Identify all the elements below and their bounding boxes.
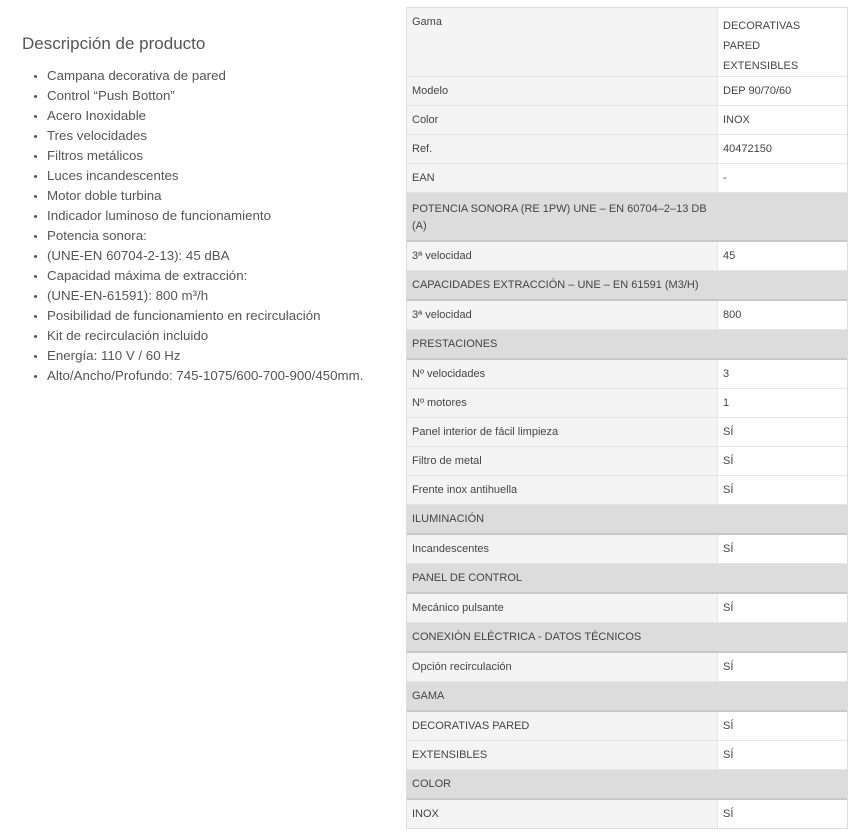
- spec-row-panel-interior: [407, 418, 847, 447]
- spec-row-gama: [407, 8, 847, 77]
- section-header-label: GAMA: [407, 682, 847, 710]
- spec-row-filtro-metal: [407, 447, 847, 476]
- section-header-panel-control: [407, 564, 847, 594]
- feature-item: • Tres velocidades: [47, 126, 397, 146]
- spec-value-line: EXTENSIBLES: [723, 60, 799, 72]
- spec-label: Frente inox antihuella: [407, 476, 718, 504]
- section-header-capacidades: [407, 271, 847, 301]
- section-header-label: PANEL DE CONTROL: [407, 564, 847, 592]
- spec-row-potencia-velocidad: [407, 242, 847, 271]
- section-header-potencia: [407, 193, 847, 242]
- spec-row-capacidad-velocidad: [407, 301, 847, 330]
- spec-row-decorativas: [407, 712, 847, 741]
- spec-label: Nº motores: [407, 389, 718, 417]
- product-description: [22, 33, 397, 386]
- spec-value-line: PARED: [723, 40, 761, 52]
- section-header-prestaciones: [407, 330, 847, 360]
- spec-value: -: [718, 164, 847, 192]
- feature-item: • Posibilidad de funcionamiento en recirculación: [47, 306, 397, 326]
- feature-item: • Filtros metálicos: [47, 146, 397, 166]
- spec-label: Gama: [407, 8, 718, 76]
- feature-item: • Motor doble turbina: [47, 186, 397, 206]
- spec-value: 45: [718, 242, 847, 270]
- spec-label: Mecánico pulsante: [407, 594, 718, 622]
- spec-value: SÍ: [718, 594, 847, 622]
- spec-label: Panel interior de fácil limpieza: [407, 418, 718, 446]
- feature-item: • Capacidad máxima de extracción:: [47, 266, 397, 286]
- section-header-gama: [407, 682, 847, 712]
- spec-row-recirculacion: [407, 653, 847, 682]
- feature-item: • Luces incandescentes: [47, 166, 397, 186]
- feature-item: • Acero Inoxidable: [47, 106, 397, 126]
- feature-list: [22, 66, 397, 386]
- spec-row-color: [407, 106, 847, 135]
- feature-item: • Campana decorativa de pared: [47, 66, 397, 86]
- spec-value: SÍ: [718, 418, 847, 446]
- section-header-label: PRESTACIONES: [407, 330, 847, 358]
- spec-value-line: DECORATIVAS: [723, 20, 801, 32]
- spec-label: EAN: [407, 164, 718, 192]
- spec-value: 800: [718, 301, 847, 329]
- spec-value: INOX: [718, 106, 847, 134]
- spec-value: SÍ: [718, 712, 847, 740]
- section-header-label: ILUMINACIÓN: [407, 505, 847, 533]
- section-header-label: CONEXIÓN ELÉCTRICA - DATOS TÉCNICOS: [407, 623, 847, 651]
- feature-item: • Alto/Ancho/Profundo: 745-1075/600-700-900/450mm.: [47, 366, 397, 386]
- spec-value: SÍ: [718, 653, 847, 681]
- spec-label: DECORATIVAS PARED: [407, 712, 718, 740]
- section-header-label: POTENCIA SONORA (RE 1PW) UNE – EN 60704–2–13 DB (A): [407, 193, 718, 240]
- spec-value: SÍ: [718, 741, 847, 769]
- spec-label: 3ª velocidad: [407, 301, 718, 329]
- spec-label: Incandescentes: [407, 535, 718, 563]
- feature-item: • Indicador luminoso de funcionamiento: [47, 206, 397, 226]
- feature-item: • Energía: 110 V / 60 Hz: [47, 346, 397, 366]
- spec-value: 40472150: [718, 135, 847, 163]
- spec-table: [406, 7, 848, 829]
- feature-item: • (UNE-EN-61591): 800 m³/h: [47, 286, 397, 306]
- spec-value: SÍ: [718, 535, 847, 563]
- spec-value: [718, 8, 847, 76]
- spec-label: INOX: [407, 800, 718, 828]
- spec-value: 3: [718, 360, 847, 388]
- spec-row-incandescentes: [407, 535, 847, 564]
- spec-row-velocidades: [407, 360, 847, 389]
- spec-label: Modelo: [407, 77, 718, 105]
- spec-label: Ref.: [407, 135, 718, 163]
- spec-row-inox: [407, 800, 847, 828]
- spec-row-frente-inox: [407, 476, 847, 505]
- spec-value: 1: [718, 389, 847, 417]
- section-header-label: CAPACIDADES EXTRACCIÓN – UNE – EN 61591 (M3/H): [407, 271, 847, 299]
- spec-label: Filtro de metal: [407, 447, 718, 475]
- feature-item: • (UNE-EN 60704-2-13): 45 dBA: [47, 246, 397, 266]
- spec-value: DEP 90/70/60: [718, 77, 847, 105]
- feature-item: • Control “Push Botton”: [47, 86, 397, 106]
- section-header-label: COLOR: [407, 770, 847, 798]
- section-header-iluminacion: [407, 505, 847, 535]
- spec-row-ref: [407, 135, 847, 164]
- spec-row-motores: [407, 389, 847, 418]
- feature-item: • Kit de recirculación incluido: [47, 326, 397, 346]
- section-header-conexion: [407, 623, 847, 653]
- spec-row-modelo: [407, 77, 847, 106]
- feature-item: • Potencia sonora:: [47, 226, 397, 246]
- spec-label: Opción recirculación: [407, 653, 718, 681]
- section-header-color: [407, 770, 847, 800]
- spec-value: SÍ: [718, 476, 847, 504]
- spec-label: Nº velocidades: [407, 360, 718, 388]
- description-title: Descripción de producto: [22, 34, 206, 53]
- spec-row-extensibles: [407, 741, 847, 770]
- spec-row-ean: [407, 164, 847, 193]
- spec-label: Color: [407, 106, 718, 134]
- spec-label: 3ª velocidad: [407, 242, 718, 270]
- spec-value: SÍ: [718, 800, 847, 828]
- spec-value: SÍ: [718, 447, 847, 475]
- spec-label: EXTENSIBLES: [407, 741, 718, 769]
- spec-row-mecanico: [407, 594, 847, 623]
